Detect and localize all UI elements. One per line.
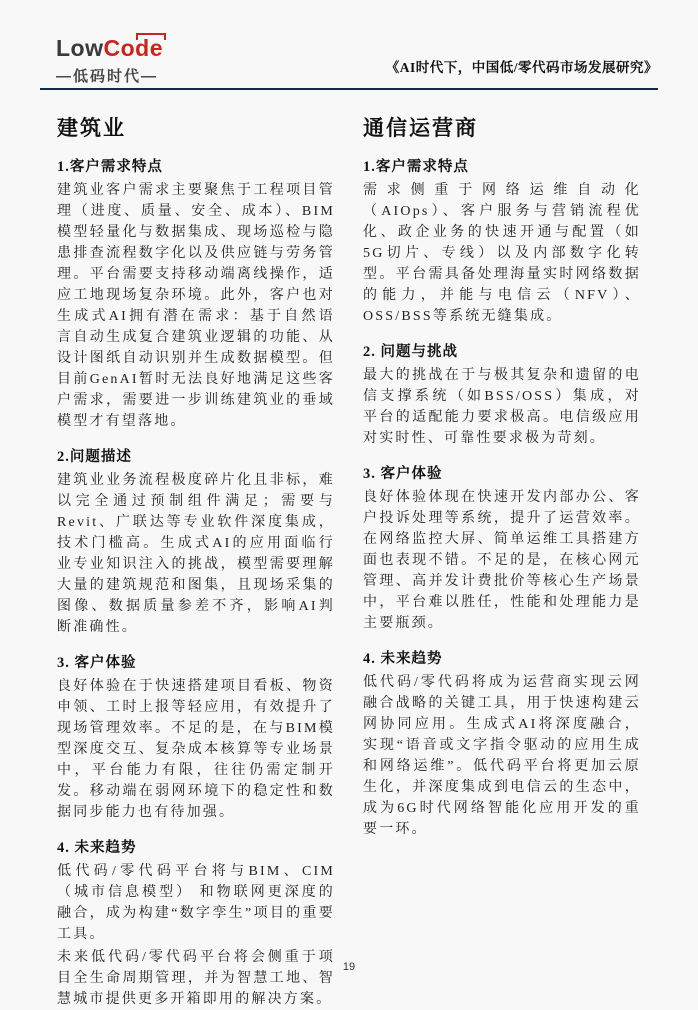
section-paragraph: 未来低代码/零代码平台将会侧重于项目全生命周期管理，并为智慧工地、智慧城市提供更多开箱即用的解决方案。 bbox=[57, 950, 335, 1007]
section-heading: 2.问题描述 bbox=[57, 449, 132, 465]
section-heading: 3. 客户体验 bbox=[363, 466, 443, 482]
section-heading: 2. 问题与挑战 bbox=[363, 344, 458, 360]
section-construction-2 bbox=[57, 445, 335, 638]
logo-text-low: Low bbox=[56, 35, 104, 61]
section-paragraph: 建筑业业务流程极度碎片化且非标，难以完全通过预制组件满足；需要与Revit、广联达等专业软件深度集成，技术门槛高。生成式AI的应用面临行业专业知识注入的挑战，模型需要理解大量的建筑规范和图集，且现场采集的图像、数据质量参差不齐，影响AI判断准确性。 bbox=[57, 473, 335, 635]
section-telecom-2 bbox=[363, 340, 641, 449]
section-construction-4 bbox=[57, 836, 335, 1010]
column-telecom bbox=[363, 112, 641, 1010]
section-heading: 4. 未来趋势 bbox=[363, 651, 443, 667]
lowcode-logo bbox=[56, 37, 163, 86]
section-heading: 1.客户需求特点 bbox=[57, 159, 163, 175]
section-paragraph: 良好体验体现在快速开发内部办公、客户投诉处理等系统，提升了运营效率。在网络监控大屏、简单运维工具搭建方面也表现不错。不足的是，在核心网元管理、高并发计费批价等核心生产场景中，平台难以胜任，性能和处理能力是主要瓶颈。 bbox=[363, 490, 641, 631]
logo-wordmark bbox=[56, 37, 163, 60]
column-construction bbox=[57, 112, 335, 1010]
section-paragraph: 需求侧重于网络运维自动化（AIOps）、客户服务与营销流程优化、政企业务的快速开通与配置（如5G切片、专线）以及内部数字化转型。平台需具备处理海量实时网络数据的能力，并能与电信云（NFV）、OSS/BSS等系统无缝集成。 bbox=[363, 183, 641, 324]
section-paragraph: 低代码/零代码将成为运营商实现云网融合战略的关键工具，用于快速构建云网协同应用。生成式AI将深度融合，实现“语音或文字指令驱动的应用生成和网络运维”。低代码平台将更加云原生化，并深度集成到电信云的生态中，成为6G时代网络智能化应用开发的重要一环。 bbox=[363, 675, 641, 837]
content-columns bbox=[40, 90, 658, 1010]
logo-text-code: Code bbox=[103, 35, 163, 61]
page-footer bbox=[0, 961, 698, 973]
section-paragraph: 低代码/零代码平台将与BIM、CIM（城市信息模型） 和物联网更深度的融合，成为构建“数字孪生”项目的重要工具。 bbox=[57, 864, 335, 942]
section-telecom-1 bbox=[363, 155, 641, 327]
section-telecom-4 bbox=[363, 647, 641, 840]
section-construction-1 bbox=[57, 155, 335, 432]
column-title-construction: 建筑业 bbox=[57, 116, 126, 140]
document-title: 《AI时代下，中国低/零代码市场发展研究》 bbox=[385, 60, 658, 75]
section-construction-3 bbox=[57, 651, 335, 823]
section-paragraph: 建筑业客户需求主要聚焦于工程项目管理（进度、质量、安全、成本）、BIM模型轻量化与数据集成、现场巡检与隐患排查流程数字化以及供应链与劳务管理。平台需要支持移动端离线操作，适应工地现场复杂环境。此外，客户也对生成式AI拥有潜在需求：基于自然语言自动生成复合建筑业逻辑的功能、从设计图纸自动识别并生成数据模型。但目前GenAI暂时无法良好地满足这些客户需求，需要进一步训练建筑业的垂域模型才有望落地。 bbox=[57, 183, 335, 429]
column-title-telecom: 通信运营商 bbox=[363, 116, 478, 140]
section-telecom-3 bbox=[363, 462, 641, 634]
page-header bbox=[40, 0, 658, 86]
page-number: 19 bbox=[342, 961, 356, 973]
logo-tagline: —低码时代— bbox=[56, 68, 159, 85]
section-paragraph: 良好体验在于快速搭建项目看板、物资申领、工时上报等轻应用，有效提升了现场管理效率。不足的是，在与BIM模型深度交互、复杂成本核算等专业场景中，平台能力有限，往往仍需定制开发。移动端在弱网环境下的稳定性和数据同步能力也有待加强。 bbox=[57, 679, 335, 820]
section-heading: 4. 未来趋势 bbox=[57, 840, 137, 856]
logo-bracket-icon bbox=[136, 33, 166, 40]
section-paragraph: 最大的挑战在于与极其复杂和遗留的电信支撑系统（如BSS/OSS）集成，对平台的适配能力要求极高。电信级应用对实时性、可靠性要求极为苛刻。 bbox=[363, 368, 641, 446]
section-heading: 1.客户需求特点 bbox=[363, 159, 469, 175]
section-heading: 3. 客户体验 bbox=[57, 655, 137, 671]
